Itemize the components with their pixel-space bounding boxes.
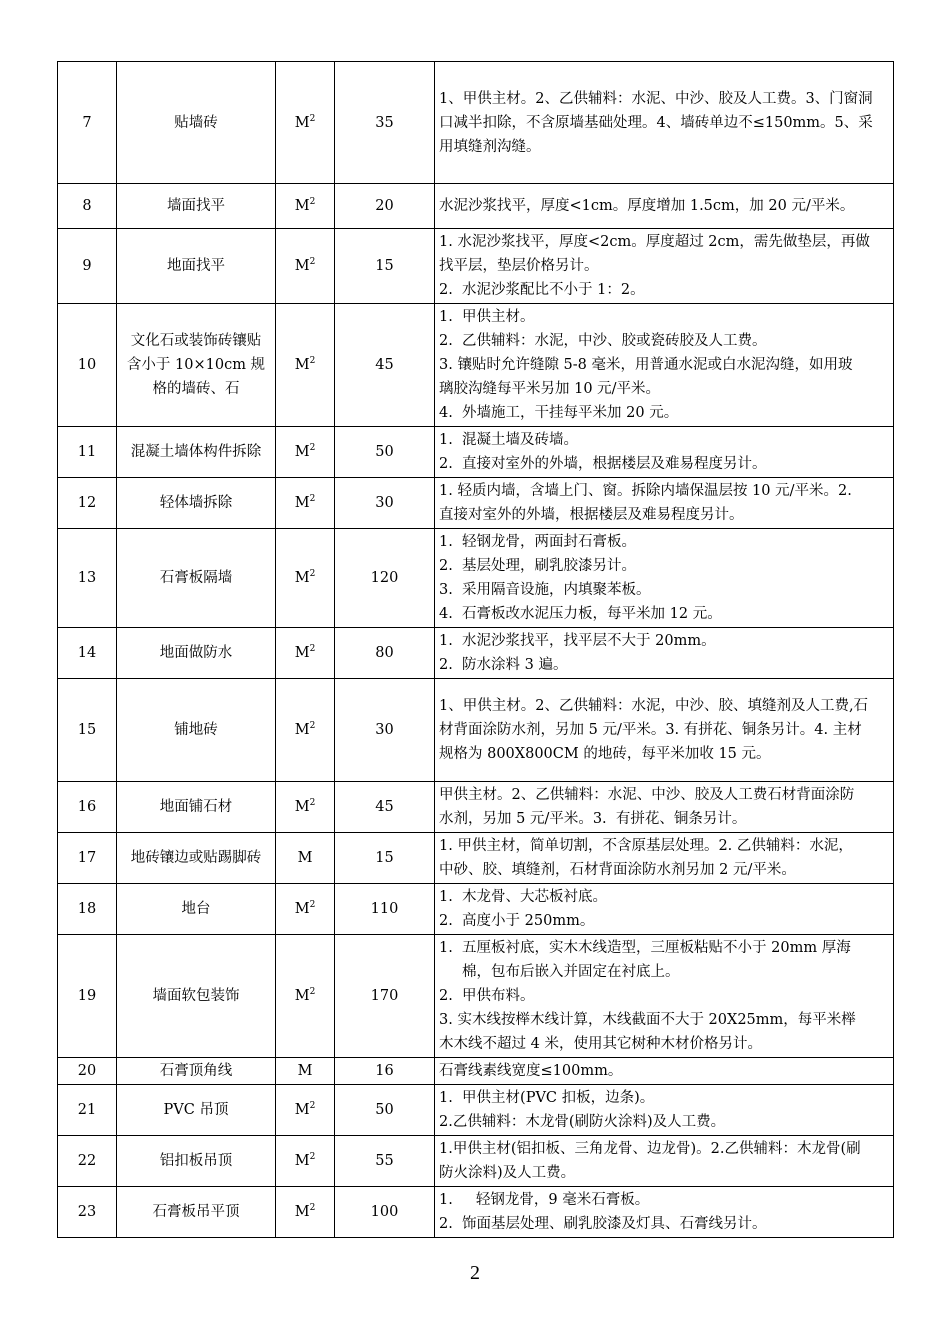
item-number: 11 [58,427,117,478]
description-line: 2. 直接对室外的外墙，根据楼层及难易程度另计。 [439,456,767,472]
description-line: 1. 轻钢龙骨，两面封石膏板。 [439,534,637,550]
item-price: 50 [335,1085,435,1136]
item-number: 14 [58,628,117,679]
item-name: 石膏板吊平顶 [117,1187,276,1238]
table-row [58,884,894,935]
item-description [435,884,894,935]
item-unit [276,62,335,184]
unit-text: M [294,799,310,815]
item-price: 15 [335,229,435,304]
item-unit [276,229,335,304]
item-description [435,229,894,304]
item-name: 地台 [117,884,276,935]
item-description [435,184,894,229]
item-name: 地面找平 [117,229,276,304]
unit-superscript: 2 [309,356,316,367]
item-number: 23 [58,1187,117,1238]
table-row [58,833,894,884]
unit-superscript: 2 [309,569,316,580]
description-line: 2. 水泥沙浆配比不小于 1：2。 [439,282,645,298]
item-price: 55 [335,1136,435,1187]
item-number: 8 [58,184,117,229]
item-number: 22 [58,1136,117,1187]
item-unit [276,628,335,679]
unit-text: M [294,114,310,131]
unit-superscript: 2 [309,721,316,732]
description-line: 2. 防水涂料 3 遍。 [439,657,568,673]
table-row [58,529,894,628]
item-number: 21 [58,1085,117,1136]
description-line: 3. 采用隔音设施，内填聚苯板。 [439,582,651,598]
item-unit [276,184,335,229]
unit-superscript: 2 [309,494,316,505]
item-number: 18 [58,884,117,935]
description-line: 找平层，垫层价格另计。 [439,258,599,274]
description-line: 1. 五厘板衬底，实木木线造型，三厘板粘贴不小于 20mm 厚海 [439,940,851,956]
item-name: PVC 吊顶 [117,1085,276,1136]
item-number: 12 [58,478,117,529]
item-name: 轻体墙拆除 [117,478,276,529]
item-number: 10 [58,304,117,427]
item-unit [276,679,335,782]
description-line: 2. 高度小于 250mm。 [439,913,595,929]
item-description [435,427,894,478]
table-row [58,679,894,782]
description-line: 直接对室外的外墙，根据楼层及难易程度另计。 [439,507,744,523]
table-row [58,1058,894,1085]
table-row [58,184,894,229]
description-line: 4. 外墙施工，干挂每平米加 20 元。 [439,405,679,421]
unit-text: M [294,198,310,214]
page-number: 2 [470,1262,480,1284]
item-name-line: 格的墙砖、石 [152,381,240,397]
item-number: 15 [58,679,117,782]
unit-text: M [294,645,310,661]
unit-text: M [294,1153,310,1169]
unit-superscript: 2 [309,1152,316,1163]
item-number: 9 [58,229,117,304]
description-line: 2. 乙供辅料：水泥，中沙、胶或瓷砖胶及人工费。 [439,333,767,349]
description-line: 1. 水泥沙浆找平，厚度<2cm。厚度超过 2cm，需先做垫层，再做 [439,234,870,250]
description-line: 水泥沙浆找平，厚度<1cm。厚度增加 1.5cm，加 20 元/平米。 [439,198,855,214]
description-line: 3. 实木线按榉木线计算，木线截面不大于 20X25mm，每平米榉 [439,1012,856,1028]
item-name: 铺地砖 [117,679,276,782]
item-description [435,1058,894,1085]
description-line: 1. 甲供主材。 [439,309,535,325]
item-unit [276,304,335,427]
table-row [58,935,894,1058]
item-unit [276,935,335,1058]
item-name: 墙面软包装饰 [117,935,276,1058]
description-line: 4. 石膏板改水泥压力板，每平米加 12 元。 [439,606,722,622]
item-number: 17 [58,833,117,884]
description-line: 2. 甲供布料。 [439,988,535,1004]
unit-superscript: 2 [309,197,316,208]
item-unit [276,529,335,628]
description-line: 1. 混凝土墙及砖墙。 [439,432,579,448]
unit-superscript: 2 [309,113,316,124]
item-price: 45 [335,304,435,427]
item-name-line: 含小于 10×10cm 规 [126,357,266,373]
item-price: 15 [335,833,435,884]
description-line: 1. 甲供主材(PVC 扣板，边条)。 [439,1090,655,1106]
item-unit [276,833,335,884]
item-price: 100 [335,1187,435,1238]
item-description [435,782,894,833]
table-row [58,1136,894,1187]
item-price: 50 [335,427,435,478]
table-row [58,1085,894,1136]
unit-superscript: 2 [309,443,316,454]
item-unit [276,478,335,529]
item-unit [276,427,335,478]
item-unit [276,782,335,833]
unit-superscript: 2 [309,257,316,268]
description-line: 水剂，另加 5 元/平米。3. 有拼花、铜条另计。 [439,811,747,827]
item-price: 30 [335,478,435,529]
item-price: 170 [335,935,435,1058]
table-row [58,1187,894,1238]
item-name: 铝扣板吊顶 [117,1136,276,1187]
item-description [435,935,894,1058]
description-line: 璃胶沟缝每平米另加 10 元/平米。 [439,381,661,397]
item-price: 20 [335,184,435,229]
unit-superscript: 2 [309,987,316,998]
item-description [435,1085,894,1136]
unit-superscript: 2 [309,900,316,911]
description-line: 1. 甲供主材，简单切割，不含原基层处理。2. 乙供辅料：水泥， [439,838,853,854]
item-name: 地砖镶边或贴踢脚砖 [117,833,276,884]
item-description [435,1136,894,1187]
description-line: 用填缝剂沟缝。 [439,138,541,155]
item-description [435,304,894,427]
description-line: 3. 镶贴时允许缝隙 5-8 毫米，用普通水泥或白水泥沟缝，如用玻 [439,357,853,373]
item-description [435,529,894,628]
item-name: 石膏顶角线 [117,1058,276,1085]
unit-superscript: 2 [309,798,316,809]
description-line: 棉，包布后嵌入并固定在衬底上。 [439,964,680,980]
description-line: 2.乙供辅料：木龙骨(刷防火涂料)及人工费。 [439,1114,726,1130]
unit-text: M [294,258,310,274]
description-line: 口减半扣除，不含原墙基础处理。4、墙砖单边不≤150mm。5、采 [439,114,873,131]
item-description [435,1187,894,1238]
price-table-body [58,62,894,1238]
unit-text: M [294,1204,310,1220]
item-unit [276,1187,335,1238]
item-price: 110 [335,884,435,935]
unit-text: M [294,570,310,586]
description-line: 1.甲供主材(铝扣板、三角龙骨、边龙骨)。2.乙供辅料：木龙骨(刷 [439,1141,861,1157]
item-name: 混凝土墙体构件拆除 [117,427,276,478]
item-number: 13 [58,529,117,628]
description-line: 甲供主材。2、乙供辅料：水泥、中沙、胶及人工费石材背面涂防 [439,787,855,803]
item-name: 石膏板隔墙 [117,529,276,628]
item-unit [276,1136,335,1187]
unit-superscript: 2 [309,1203,316,1214]
description-line: 2. 饰面基层处理、刷乳胶漆及灯具、石膏线另计。 [439,1216,767,1232]
item-number: 20 [58,1058,117,1085]
description-line: 防火涂料)及人工费。 [439,1165,576,1181]
unit-text: M [294,988,310,1004]
item-price: 45 [335,782,435,833]
price-table [57,61,894,1238]
item-description [435,478,894,529]
item-number: 19 [58,935,117,1058]
item-name-line: 文化石或装饰砖镶贴 [130,333,262,349]
item-name: 地面铺石材 [117,782,276,833]
description-line: 1. 轻钢龙骨，9 毫米石膏板。 [439,1192,650,1208]
item-name [117,304,276,427]
description-line: 1、甲供主材。2、乙供辅料：水泥，中沙、胶、填缝剂及人工费,石 [439,698,869,714]
item-price: 80 [335,628,435,679]
description-line: 材背面涂防水剂，另加 5 元/平米。3. 有拼花、铜条另计。4. 主材 [439,722,862,738]
item-number: 7 [58,62,117,184]
item-description [435,628,894,679]
unit-text: M [294,901,310,917]
description-line: 1. 轻质内墙，含墙上门、窗。拆除内墙保温层按 10 元/平米。2. [439,483,852,499]
item-unit [276,884,335,935]
description-line: 木木线不超过 4 米，使用其它树种木材价格另计。 [439,1036,762,1052]
unit-text: M [294,1102,310,1118]
item-number: 16 [58,782,117,833]
table-row [58,628,894,679]
table-row [58,229,894,304]
item-price: 35 [335,62,435,184]
description-line: 规格为 800X800CM 的地砖，每平米加收 15 元。 [439,746,771,762]
unit-text: M [294,444,310,460]
item-description [435,62,894,184]
description-line: 1、甲供主材。2、乙供辅料：水泥、中沙、胶及人工费。3、门窗洞 [439,90,873,107]
item-description [435,833,894,884]
item-name: 地面做防水 [117,628,276,679]
unit-superscript: 2 [309,1101,316,1112]
table-row [58,478,894,529]
unit-text: M [294,357,310,373]
description-line: 2. 基层处理，刷乳胶漆另计。 [439,558,637,574]
unit-text: M [294,495,310,511]
description-line: 中砂、胶、填缝剂，石材背面涂防水剂另加 2 元/平米。 [439,862,796,878]
item-price: 30 [335,679,435,782]
item-unit [276,1058,335,1085]
unit-text: M [294,722,310,738]
unit-superscript: 2 [309,644,316,655]
item-unit [276,1085,335,1136]
item-name: 墙面找平 [117,184,276,229]
table-row [58,782,894,833]
description-line: 1. 水泥沙浆找平，找平层不大于 20mm。 [439,633,716,649]
item-name: 贴墙砖 [117,62,276,184]
table-row [58,427,894,478]
table-row [58,62,894,184]
table-row [58,304,894,427]
unit-text: M [297,850,313,866]
item-description [435,679,894,782]
item-price: 120 [335,529,435,628]
description-line: 石膏线素线宽度≤100mm。 [439,1063,623,1079]
item-price: 16 [335,1058,435,1085]
description-line: 1. 木龙骨、大芯板衬底。 [439,889,608,905]
unit-text: M [297,1063,313,1079]
